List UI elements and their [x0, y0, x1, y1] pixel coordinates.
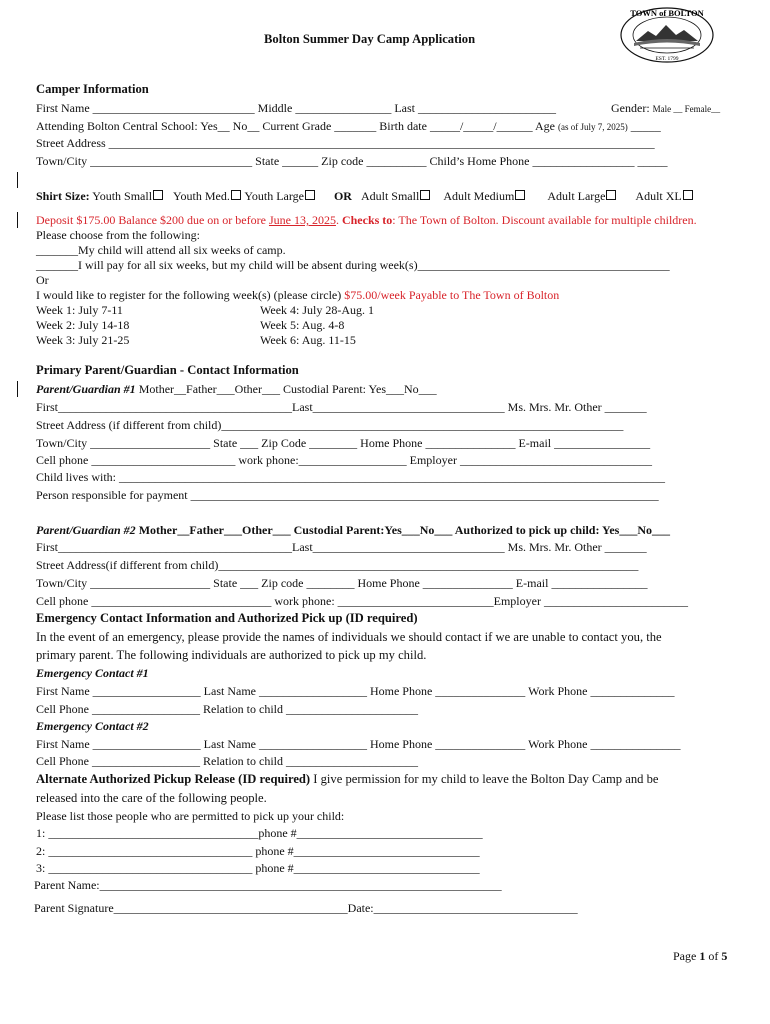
pickup-row-3[interactable]: 3: __________________________________ phone #_______________________________ — [36, 861, 480, 875]
camper-street-line[interactable]: Street Address ___________________________________________________________________________________________ — [36, 136, 655, 150]
guardian1-relation[interactable]: Mother__Father___Other___ Custodial Parent: Yes___No___ — [135, 382, 437, 396]
guardian1-label: Parent/Guardian #1 — [36, 382, 136, 396]
emergency-intro-1: In the event of an emergency, please provide the names of individuals we should contact if we are unable to contact you, the — [36, 630, 662, 644]
logo-bottom-text: EST. 1799 — [655, 56, 679, 62]
shirt-adult-large: Adult Large — [547, 189, 606, 203]
shirt-youth-med: Youth Med. — [173, 189, 230, 203]
checkbox-adult-small[interactable] — [420, 190, 430, 200]
logo-top-text: TOWN of BOLTON — [630, 8, 704, 18]
alternate-pickup-title: Alternate Authorized Pickup Release (ID required) — [36, 772, 311, 786]
shirt-adult-xl: Adult XL — [635, 189, 682, 203]
guardian2-phone-line[interactable]: Cell phone ______________________________ work phone: __________________________Employer ________________________ — [36, 594, 688, 608]
option-pay-absent[interactable]: _______I will pay for all six weeks, but my child will be absent during week(s)__________________________________________ — [36, 258, 670, 272]
emergency-intro-2: primary parent. The following individuals are authorized to pick up my child. — [36, 648, 427, 662]
payment-responsible-line[interactable]: Person responsible for payment ______________________________________________________________________________ — [36, 488, 659, 502]
parent-name-line[interactable]: Parent Name:___________________________________________________________________ — [34, 878, 502, 892]
page-of: of — [708, 949, 719, 963]
week-3[interactable]: Week 3: July 21-25 — [36, 333, 130, 347]
guardian1-phone-line[interactable]: Cell phone ________________________ work phone:__________________ Employer ________________________________ — [36, 453, 652, 467]
page-total: 5 — [721, 949, 728, 963]
pickup-row-2[interactable]: 2: __________________________________ phone #_______________________________ — [36, 844, 480, 858]
alternate-pickup-text: I give permission for my child to leave the Bolton Day Camp and be — [310, 772, 659, 786]
guardian2-town-line[interactable]: Town/City ____________________ State ___ Zip code ________ Home Phone _______________ E-mail ________________ — [36, 576, 648, 590]
guardian2-relation[interactable]: Mother__Father___Other___ Custodial Parent:Yes___No___ Authorized to pick up child: Yes___No___ — [135, 523, 670, 537]
pickup-row-1[interactable]: 1: ___________________________________phone #_______________________________ — [36, 826, 483, 840]
shirt-or: OR — [333, 189, 352, 203]
checks-label: Checks to — [341, 213, 393, 227]
shirt-youth-small: Youth Small — [92, 189, 153, 203]
week-2[interactable]: Week 2: July 14-18 — [36, 318, 130, 332]
page-label: Page — [673, 949, 697, 963]
alternate-pickup-line — [36, 772, 658, 787]
guardian1-name-line[interactable]: First_______________________________________Last________________________________ Ms. Mrs. Mr. Other _______ — [36, 400, 647, 414]
guardian2-name-line[interactable]: First_______________________________________Last________________________________ Ms. Mrs. Mr. Other _______ — [36, 540, 647, 554]
guardian2-street-line[interactable]: Street Address(if different from child)______________________________________________________________________ — [36, 558, 639, 572]
guardian2-heading[interactable] — [36, 523, 670, 538]
camper-section-title: Camper Information — [36, 82, 149, 96]
option-all-weeks[interactable]: _______My child will attend all six weeks of camp. — [36, 243, 286, 257]
deposit-date: June 13, 2025 — [268, 213, 336, 227]
shirt-size-row — [36, 189, 694, 204]
shirt-youth-large: Youth Large — [244, 189, 304, 203]
school-grade-birth[interactable]: Attending Bolton Central School: Yes__ No__ Current Grade _______ Birth date _____/_____/______ Age — [36, 119, 555, 133]
guardian2-label: Parent/Guardian #2 — [36, 523, 136, 537]
gender-options[interactable]: Male __ Female__ — [652, 104, 721, 114]
shirt-adult-medium: Adult Medium — [443, 189, 515, 203]
emergency-contact-1-line2[interactable]: Cell Phone __________________ Relation to child ______________________ — [36, 702, 418, 716]
guardian1-town-line[interactable]: Town/City ____________________ State ___ Zip Code ________ Home Phone _______________ E-mail ________________ — [36, 436, 651, 450]
guardian-section-title: Primary Parent/Guardian - Contact Information — [36, 363, 299, 377]
option-or: Or — [36, 273, 49, 287]
checkbox-adult-medium[interactable] — [515, 190, 525, 200]
emergency-contact-1-heading: Emergency Contact #1 — [36, 666, 149, 680]
pickup-list-label: Please list those people who are permitted to pick up your child: — [36, 809, 345, 823]
checkbox-youth-med[interactable] — [231, 190, 241, 200]
weekly-price: $75.00/week Payable to The Town of Bolton — [344, 288, 560, 302]
week-6[interactable]: Week 6: Aug. 11-15 — [260, 333, 356, 347]
deposit-line — [36, 213, 697, 228]
page-title: Bolton Summer Day Camp Application — [264, 32, 476, 46]
child-lives-with-line[interactable]: Child lives with: ___________________________________________________________________________________________ — [36, 470, 666, 484]
week-5[interactable]: Week 5: Aug. 4-8 — [260, 318, 345, 332]
weekly-text: I would like to register for the following week(s) (please circle) — [36, 288, 342, 302]
shirt-adult-small: Adult Small — [360, 189, 420, 203]
margin-marker — [17, 212, 18, 228]
guardian1-street-line[interactable]: Street Address (if different from child)___________________________________________________________________ — [36, 418, 624, 432]
margin-marker — [17, 172, 18, 188]
camper-name-line[interactable]: First Name ___________________________ Middle ________________ Last _______________________ — [36, 101, 556, 115]
gender-label: Gender: — [611, 101, 650, 115]
checkbox-youth-large[interactable] — [305, 190, 315, 200]
week-4[interactable]: Week 4: July 28-Aug. 1 — [260, 303, 375, 317]
age-note: (as of July 7, 2025) — [557, 122, 628, 132]
weekly-registration-line — [36, 288, 559, 303]
checkbox-youth-small[interactable] — [153, 190, 163, 200]
alternate-pickup-text-2: released into the care of the following people. — [36, 791, 267, 805]
emergency-contact-2-heading: Emergency Contact #2 — [36, 719, 149, 733]
deposit-period: . — [335, 213, 339, 227]
page-number — [673, 949, 727, 964]
camper-school-line[interactable] — [36, 119, 661, 134]
checkbox-adult-large[interactable] — [606, 190, 616, 200]
checkbox-adult-xl[interactable] — [683, 190, 693, 200]
deposit-text: Deposit $175.00 Balance $200 due on or before — [36, 213, 266, 227]
town-of-bolton-logo — [618, 5, 716, 65]
parent-signature-line[interactable]: Parent Signature_______________________________________Date:__________________________________ — [34, 901, 578, 915]
page-current: 1 — [699, 949, 706, 963]
camper-town-line[interactable]: Town/City ___________________________ State ______ Zip code __________ Child’s Home Phone _________________ _____ — [36, 154, 668, 168]
shirt-size-label: Shirt Size: — [36, 189, 90, 203]
checks-text: : The Town of Bolton. Discount available for multiple children. — [392, 213, 697, 227]
week-1[interactable]: Week 1: July 7-11 — [36, 303, 123, 317]
emergency-contact-2-line2[interactable]: Cell Phone __________________ Relation to child ______________________ — [36, 754, 418, 768]
guardian1-heading[interactable] — [36, 382, 437, 397]
emergency-contact-2-line1[interactable]: First Name __________________ Last Name __________________ Home Phone _______________ Work Phone _______________ — [36, 737, 681, 751]
choose-instructions: Please choose from the following: — [36, 228, 200, 242]
emergency-section-title: Emergency Contact Information and Authorized Pick up (ID required) — [36, 611, 418, 625]
age-field[interactable]: _____ — [630, 119, 661, 133]
margin-marker — [17, 381, 18, 397]
camper-gender[interactable] — [611, 101, 720, 116]
emergency-contact-1-line1[interactable]: First Name __________________ Last Name __________________ Home Phone _______________ Work Phone ______________ — [36, 684, 675, 698]
